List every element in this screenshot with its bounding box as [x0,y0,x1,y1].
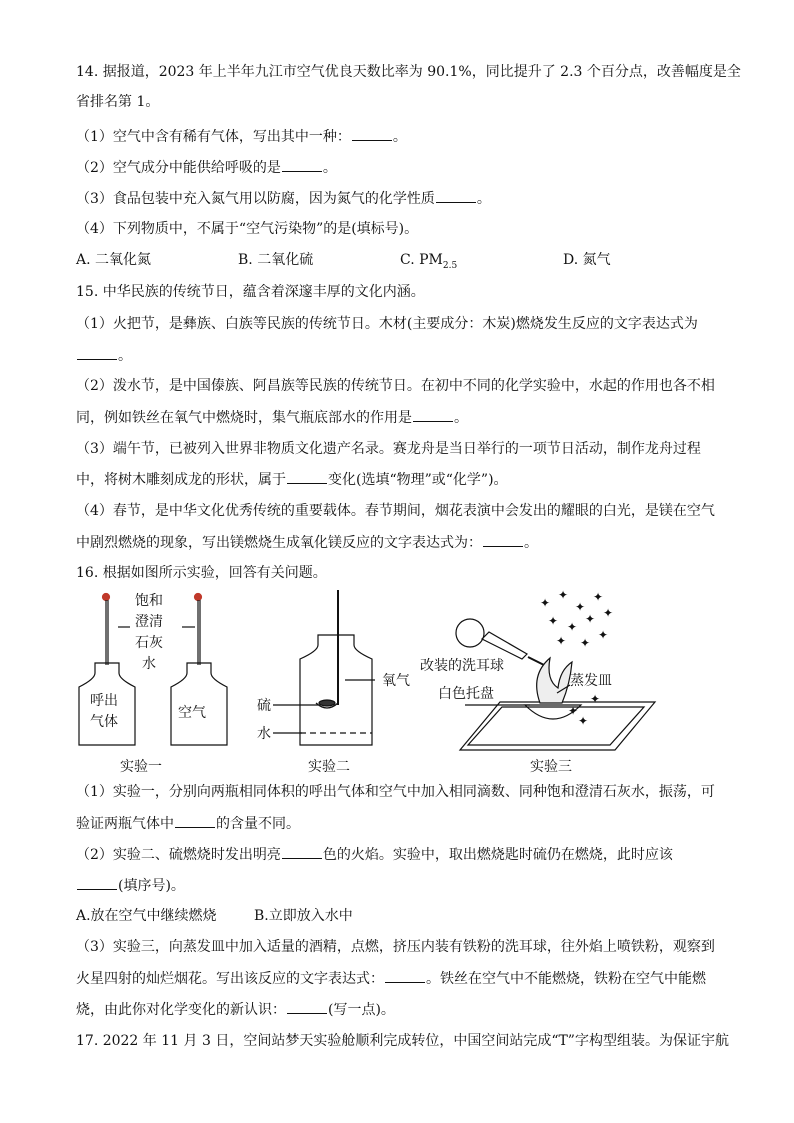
q14-option-a: A. 二氧化氮 [76,252,152,268]
q14-part1-end: 。 [392,129,407,145]
spark-icon: ✦ [590,692,601,706]
experiment-figure-svg [70,585,740,780]
q16-part3-mid: 。铁丝在空气中不能燃烧，铁粉在空气中能燃 [426,971,706,987]
spark-icon: ✦ [558,588,569,602]
exhaled-label-2: 气体 [90,714,118,730]
tray-label: 白色托盘 [438,686,494,702]
q15-part2-line1: （2）泼水节，是中国傣族、阿昌族等民族的传统节日。在初中不同的化学实验中，水起的作用也各不相 [76,378,715,394]
q15-part2-text: 同，例如铁丝在氧气中燃烧时，集气瓶底部水的作用是 [76,410,412,426]
q15-stem: 15. 中华民族的传统节日，蕴含着深邃丰厚的文化内涵。 [76,284,425,300]
exp1-caption: 实验一 [120,759,162,775]
nozzle-tip [528,657,544,665]
q15-part4-line2 [76,532,538,553]
q16-option-a: A.放在空气中继续燃烧 [76,908,217,924]
q15-part1-line1: （1）火把节，是彝族、白族等民族的传统节日。木材(主要成分：木炭)燃烧发生反应的文字表达式为 [76,316,698,332]
q16-part3-line3 [76,999,395,1020]
q15-part3-line2 [76,469,508,490]
q16-part1-line2 [76,813,300,834]
q16-part1-line1: （1）实验一，分别向两瓶相同体积的呼出气体和空气中加入相同滴数、同种饱和澄清石灰水，振荡，可 [76,784,715,800]
q16-part1-text: 验证两瓶气体中 [76,816,174,832]
limewater-label-2: 澄清 [135,614,163,630]
exhaled-label-1: 呼出 [90,693,118,709]
q14-part1-text: （1）空气中含有稀有气体，写出其中一种： [76,129,351,145]
q15-part3-text: 中，将树木雕刻成龙的形状，属于 [76,472,286,488]
dropper-left [103,594,110,666]
q14-part1 [76,126,407,147]
spark-icon: ✦ [568,704,579,718]
spark-icon: ✦ [575,600,586,614]
spark-icon: ✦ [603,606,614,620]
q16-part3-line1: （3）实验三，向蒸发皿中加入适量的酒精，点燃，挤压内装有铁粉的洗耳球，往外焰上喷铁粉，观察到 [76,939,715,955]
q15-part3-line1: （3）端午节，已被列入世界非物质文化遗产名录。赛龙舟是当日举行的一项节日活动，制作龙舟过程 [76,441,701,457]
white-tray-inner [468,707,644,745]
q17-stem: 17. 2022 年 11 月 3 日，空间站梦天实验舱顺利完成转位，中国空间站完成“T”字构型组装。为保证宇航 [76,1033,729,1049]
q14-stem-line1: 14. 据报道，2023 年上半年九江市空气优良天数比率为 90.1%，同比提升了 2.3 个百分点，改善幅度是全 [76,64,741,80]
answer-blank[interactable] [282,844,322,859]
spark-icon: ✦ [548,614,559,628]
bulb-label: 改装的洗耳球 [420,658,504,674]
q14-option-c [400,250,457,276]
limewater-label-1: 饱和 [135,593,163,609]
answer-blank[interactable] [287,469,327,484]
answer-blank[interactable] [413,407,453,422]
q14-option-d: D. 氮气 [563,252,611,268]
spark-icon: ✦ [598,628,609,642]
q16-part2-text: （2）实验二、硫燃烧时发出明亮 [76,847,281,863]
spark-icon: ✦ [578,714,589,728]
q16-option-b: B.立即放入水中 [254,908,353,924]
q16-part2-line2 [76,875,185,896]
answer-blank[interactable] [175,813,215,828]
answer-blank[interactable] [77,875,117,890]
oxygen-label: 氧气 [382,673,410,689]
q14-part3-end: 。 [476,191,491,207]
answer-blank[interactable] [287,999,327,1014]
limewater-label-4: 水 [142,656,156,672]
answer-blank[interactable] [352,126,392,141]
q16-part1-end: 的含量不同。 [216,816,300,832]
exp2-caption: 实验二 [308,759,350,775]
spark-icon: ✦ [540,596,551,610]
q16-part2-line1 [76,844,673,865]
q16-stem: 16. 根据如图所示实验，回答有关问题。 [76,565,327,581]
q14-part2 [76,157,337,178]
experiment-figure [70,585,740,780]
air-label: 空气 [178,705,206,721]
answer-blank[interactable] [385,968,425,983]
sulfur-label: 硫 [257,698,271,714]
q14-part2-text: （2）空气成分中能供给呼吸的是 [76,160,281,176]
answer-blank[interactable] [282,157,322,172]
q15-part4-text: 中剧烈燃烧的现象，写出镁燃烧生成氧化镁反应的文字表达式为： [76,535,482,551]
q16-part2-end: (填序号)。 [118,878,185,894]
sulfur-sample [319,700,335,706]
q15-part4-end: 。 [524,535,538,551]
q15-part4-line1: （4）春节，是中华文化优秀传统的重要载体。春节期间，烟花表演中会发出的耀眼的白光，是镁在空气 [76,503,715,519]
bulb-nozzle [482,632,527,659]
q14-option-b: B. 二氧化硫 [238,252,314,268]
q14-part4: （4）下列物质中，不属于“空气污染物”的是(填标号)。 [76,221,419,237]
limewater-label-3: 石灰 [135,635,163,651]
ear-bulb [456,619,484,647]
q16-part3-text: 火星四射的灿烂烟花。写出该反应的文字表达式： [76,971,384,987]
answer-blank[interactable] [483,532,523,547]
q16-part3-line2 [76,968,706,989]
water-label: 水 [257,726,271,742]
spark-icon: ✦ [567,620,578,634]
q15-part2-end: 。 [454,410,468,426]
q15-part2-line2 [76,407,468,428]
exp3-caption: 实验三 [530,759,572,775]
q14-part3 [76,188,491,209]
white-tray [460,702,655,750]
q14-part3-text: （3）食品包装中充入氮气用以防腐，因为氮气的化学性质 [76,191,435,207]
answer-blank[interactable] [77,345,117,360]
spark-icon: ✦ [580,636,591,650]
q16-part3-end: (写一点)。 [328,1002,395,1018]
answer-blank[interactable] [436,188,476,203]
spark-icon: ✦ [593,590,604,604]
dropper-right [195,594,202,666]
spark-icon: ✦ [585,612,596,626]
q15-part1-line2 [76,345,132,366]
q16-part2-mid: 色的火焰。实验中，取出燃烧匙时硫仍在燃烧，此时应该 [322,847,673,863]
q15-part3-end: 变化(选填“物理”或“化学”)。 [328,472,508,488]
q14-part2-end: 。 [322,160,337,176]
spark-icon: ✦ [556,634,567,648]
q14-stem-line2: 省排名第 1。 [76,94,160,110]
dish-label: 蒸发皿 [570,673,612,689]
q16-part3-text2: 烧，由此你对化学变化的新认识： [76,1002,286,1018]
q14-option-c-text: C. PM [400,252,443,268]
bottle-air [171,663,227,745]
q15-part1-end: 。 [118,348,132,364]
q14-option-c-sub: 2.5 [442,260,458,271]
gas-jar [300,635,372,745]
